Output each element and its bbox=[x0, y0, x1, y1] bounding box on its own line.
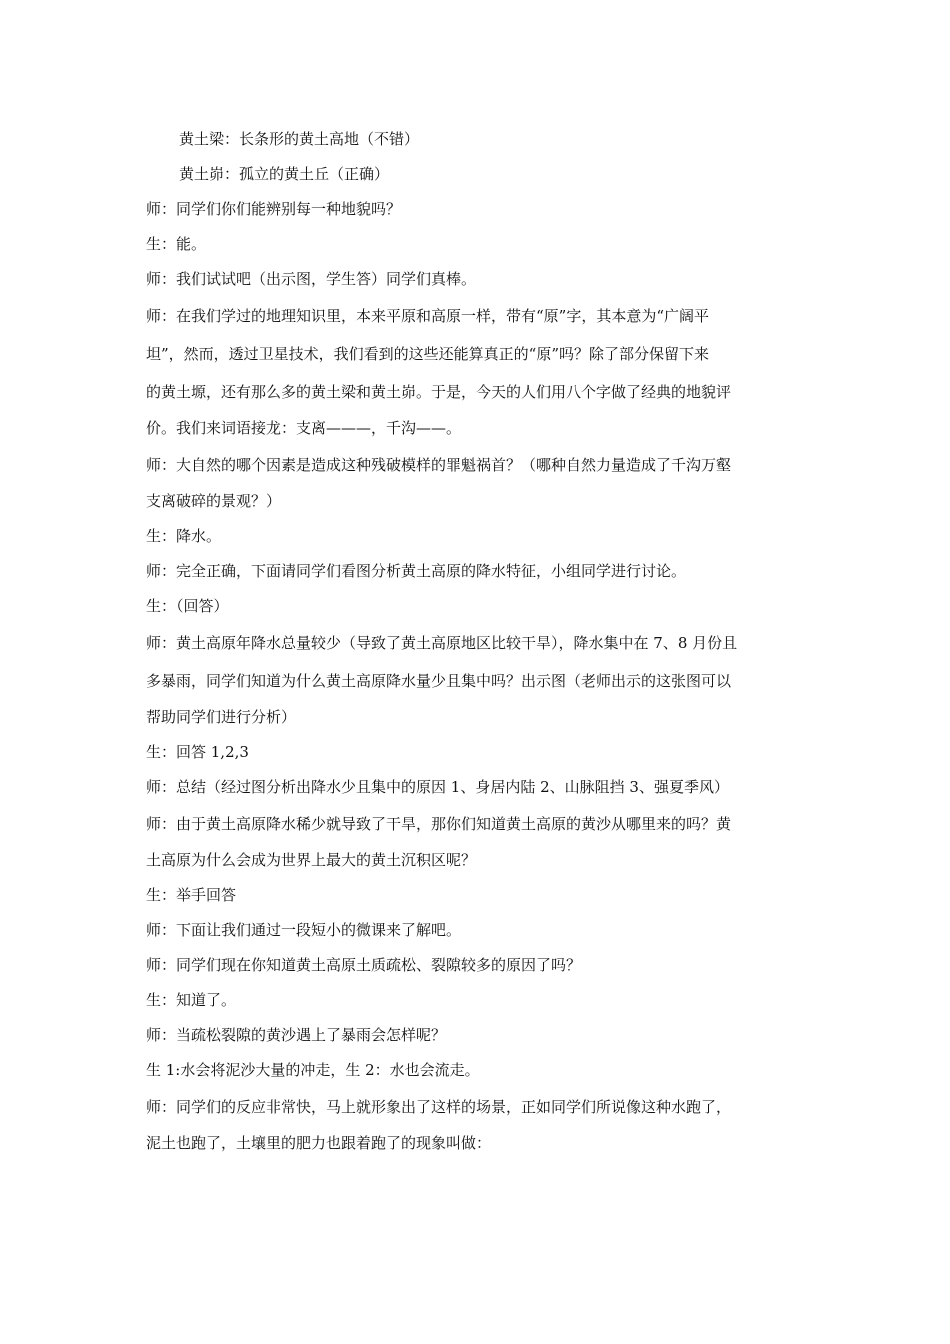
text-line: 师：同学们现在你知道黄土高原土质疏松、裂隙较多的原因了吗？ bbox=[146, 956, 582, 974]
text-line: 的黄土塬，还有那么多的黄土梁和黄土峁。于是，今天的人们用八个字做了经典的地貌评 bbox=[146, 383, 732, 401]
text-line: 坦”，然而，透过卫星技术，我们看到的这些还能算真正的“原”吗？除了部分保留下来 bbox=[146, 345, 710, 363]
text-line: 师：完全正确，下面请同学们看图分析黄土高原的降水特征，小组同学进行讨论。 bbox=[146, 562, 687, 580]
text-line: 生 1:水会将泥沙大量的冲走，生 2：水也会流走。 bbox=[146, 1061, 480, 1079]
text-line: 师：大自然的哪个因素是造成这种残破模样的罪魁祸首？（哪种自然力量造成了千沟万壑 bbox=[146, 456, 732, 474]
text-line: 师：由于黄土高原降水稀少就导致了干旱，那你们知道黄土高原的黄沙从哪里来的吗？黄 bbox=[146, 815, 732, 833]
text-line: 生：举手回答 bbox=[146, 886, 237, 904]
text-line: 生：知道了。 bbox=[146, 991, 237, 1009]
text-line: 土高原为什么会成为世界上最大的黄土沉积区呢？ bbox=[146, 851, 477, 869]
text-line: 支离破碎的景观？） bbox=[146, 492, 282, 510]
text-line: 生：降水。 bbox=[146, 527, 222, 545]
text-line: 价。我们来词语接龙：支离———，千沟——。 bbox=[146, 419, 462, 437]
text-line: 生：回答 1,2,3 bbox=[146, 743, 249, 761]
text-line: 帮助同学们进行分析） bbox=[146, 708, 297, 726]
text-line: 师：总结（经过图分析出降水少且集中的原因 1、身居内陆 2、山脉阻挡 3、强夏季风） bbox=[146, 778, 729, 796]
text-line: 黄土峁：孤立的黄土丘（正确） bbox=[179, 165, 390, 183]
text-line: 生：（回答） bbox=[146, 597, 229, 615]
text-line: 生：能。 bbox=[146, 235, 207, 253]
text-line: 师：当疏松裂隙的黄沙遇上了暴雨会怎样呢？ bbox=[146, 1026, 447, 1044]
text-line: 泥土也跑了，土壤里的肥力也跟着跑了的现象叫做： bbox=[146, 1134, 492, 1152]
text-line: 师：下面让我们通过一段短小的微课来了解吧。 bbox=[146, 921, 462, 939]
text-line: 师：同学们的反应非常快，马上就形象出了这样的场景，正如同学们所说像这种水跑了， bbox=[146, 1098, 732, 1116]
text-line: 多暴雨，同学们知道为什么黄土高原降水量少且集中吗？出示图（老师出示的这张图可以 bbox=[146, 672, 732, 690]
document-body bbox=[146, 122, 812, 1161]
text-line: 师：黄土高原年降水总量较少（导致了黄土高原地区比较干旱），降水集中在 7、8 月份且 bbox=[146, 634, 738, 652]
text-line: 师：同学们你们能辨别每一种地貌吗？ bbox=[146, 200, 402, 218]
text-line: 黄土梁：长条形的黄土高地（不错） bbox=[179, 130, 420, 148]
text-line: 师：我们试试吧（出示图，学生答）同学们真棒。 bbox=[146, 270, 477, 288]
text-line: 师：在我们学过的地理知识里，本来平原和高原一样，带有“原”字，其本意为“广阔平 bbox=[146, 307, 710, 325]
